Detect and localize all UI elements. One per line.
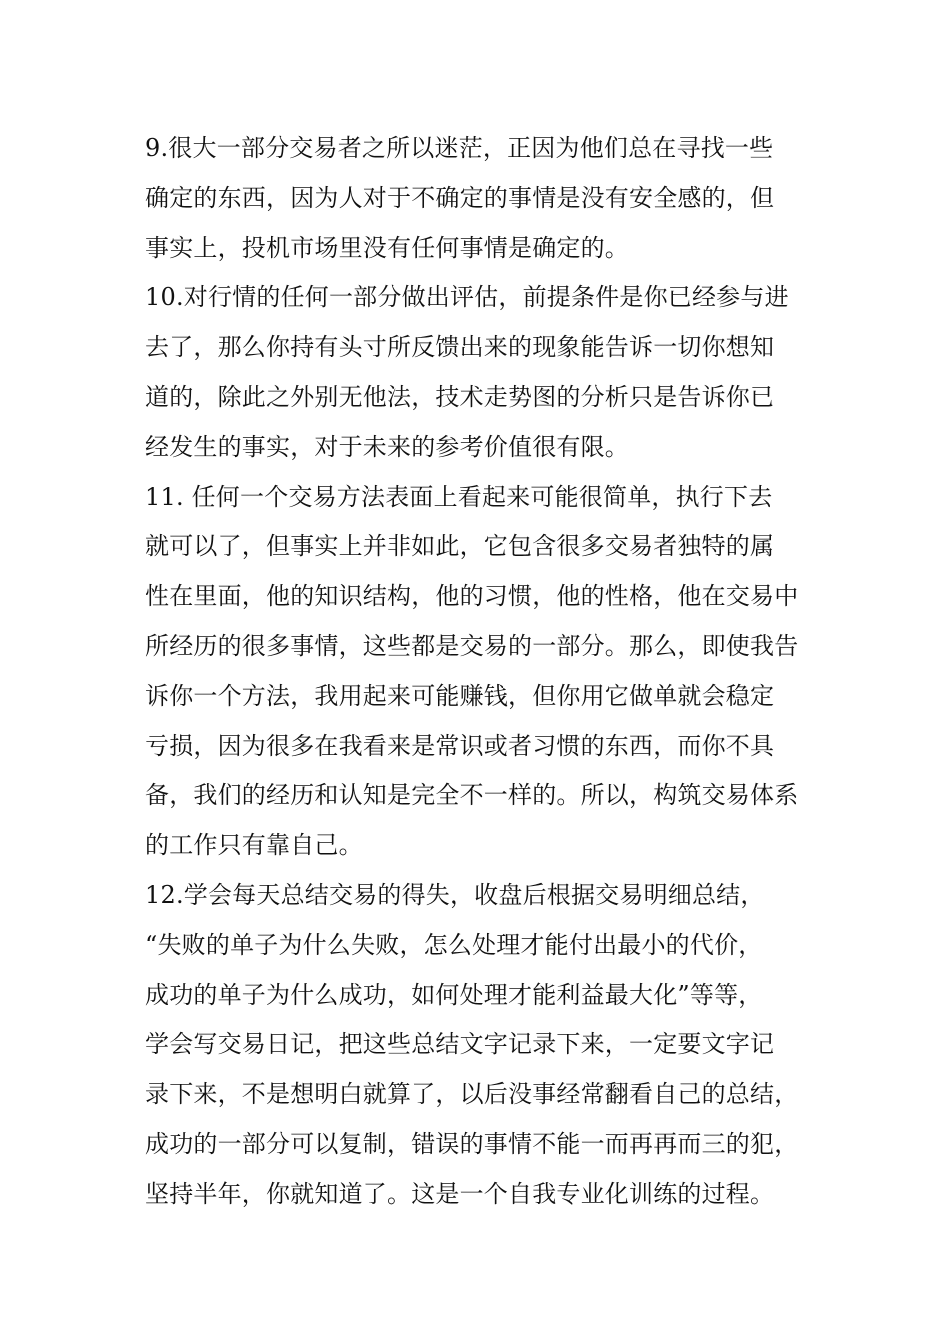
- text-line: 道的，除此之外别无他法，技术走势图的分析只是告诉你已: [145, 382, 775, 411]
- text-line: 12.学会每天总结交易的得失，收盘后根据交易明细总结，: [145, 880, 765, 909]
- paragraph-9: [145, 124, 845, 273]
- text-line: 坚持半年，你就知道了。这是一个自我专业化训练的过程。: [145, 1179, 775, 1208]
- text-line: 就可以了，但事实上并非如此，它包含很多交易者独特的属: [145, 532, 775, 561]
- text-line: 11. 任何一个交易方法表面上看起来可能很简单，执行下去: [145, 482, 773, 511]
- text-line: 性在里面，他的知识结构，他的习惯，他的性格，他在交易中: [145, 582, 799, 611]
- text-line: 经发生的事实，对于未来的参考价值很有限。: [145, 432, 629, 461]
- text-line: 的工作只有靠自己。: [145, 831, 363, 860]
- text-line: 10.对行情的任何一部分做出评估，前提条件是你已经参与进: [145, 283, 789, 312]
- text-line: 9.很大一部分交易者之所以迷茫，正因为他们总在寻找一些: [145, 134, 774, 162]
- text-line: 所经历的很多事情，这些都是交易的一部分。那么，即使我告: [145, 631, 799, 660]
- text-line: 亏损，因为很多在我看来是常识或者习惯的东西，而你不具: [145, 731, 775, 760]
- document-body: [145, 124, 845, 1220]
- text-line: 备，我们的经历和认知是完全不一样的。所以，构筑交易体系: [145, 781, 799, 810]
- text-line: 确定的东西，因为人对于不确定的事情是没有安全感的，但: [145, 183, 775, 212]
- text-line: 去了，那么你持有头寸所反馈出来的现象能告诉一切你想知: [145, 333, 775, 362]
- text-line: 录下来，不是想明白就算了，以后没事经常翻看自己的总结，: [145, 1080, 799, 1109]
- text-line: 学会写交易日记，把这些总结文字记录下来，一定要文字记: [145, 1030, 775, 1059]
- paragraph-12: [145, 871, 845, 1220]
- paragraph-10: [145, 273, 845, 472]
- text-line: “失败的单子为什么失败，怎么处理才能付出最小的代价，: [145, 930, 763, 959]
- paragraph-11: [145, 473, 845, 871]
- text-line: 诉你一个方法，我用起来可能赚钱，但你用它做单就会稳定: [145, 681, 775, 710]
- text-line: 成功的单子为什么成功，如何处理才能利益最大化”等等，: [145, 980, 763, 1009]
- text-line: 事实上，投机市场里没有任何事情是确定的。: [145, 233, 629, 262]
- text-line: 成功的一部分可以复制，错误的事情不能一而再再而三的犯，: [145, 1129, 799, 1158]
